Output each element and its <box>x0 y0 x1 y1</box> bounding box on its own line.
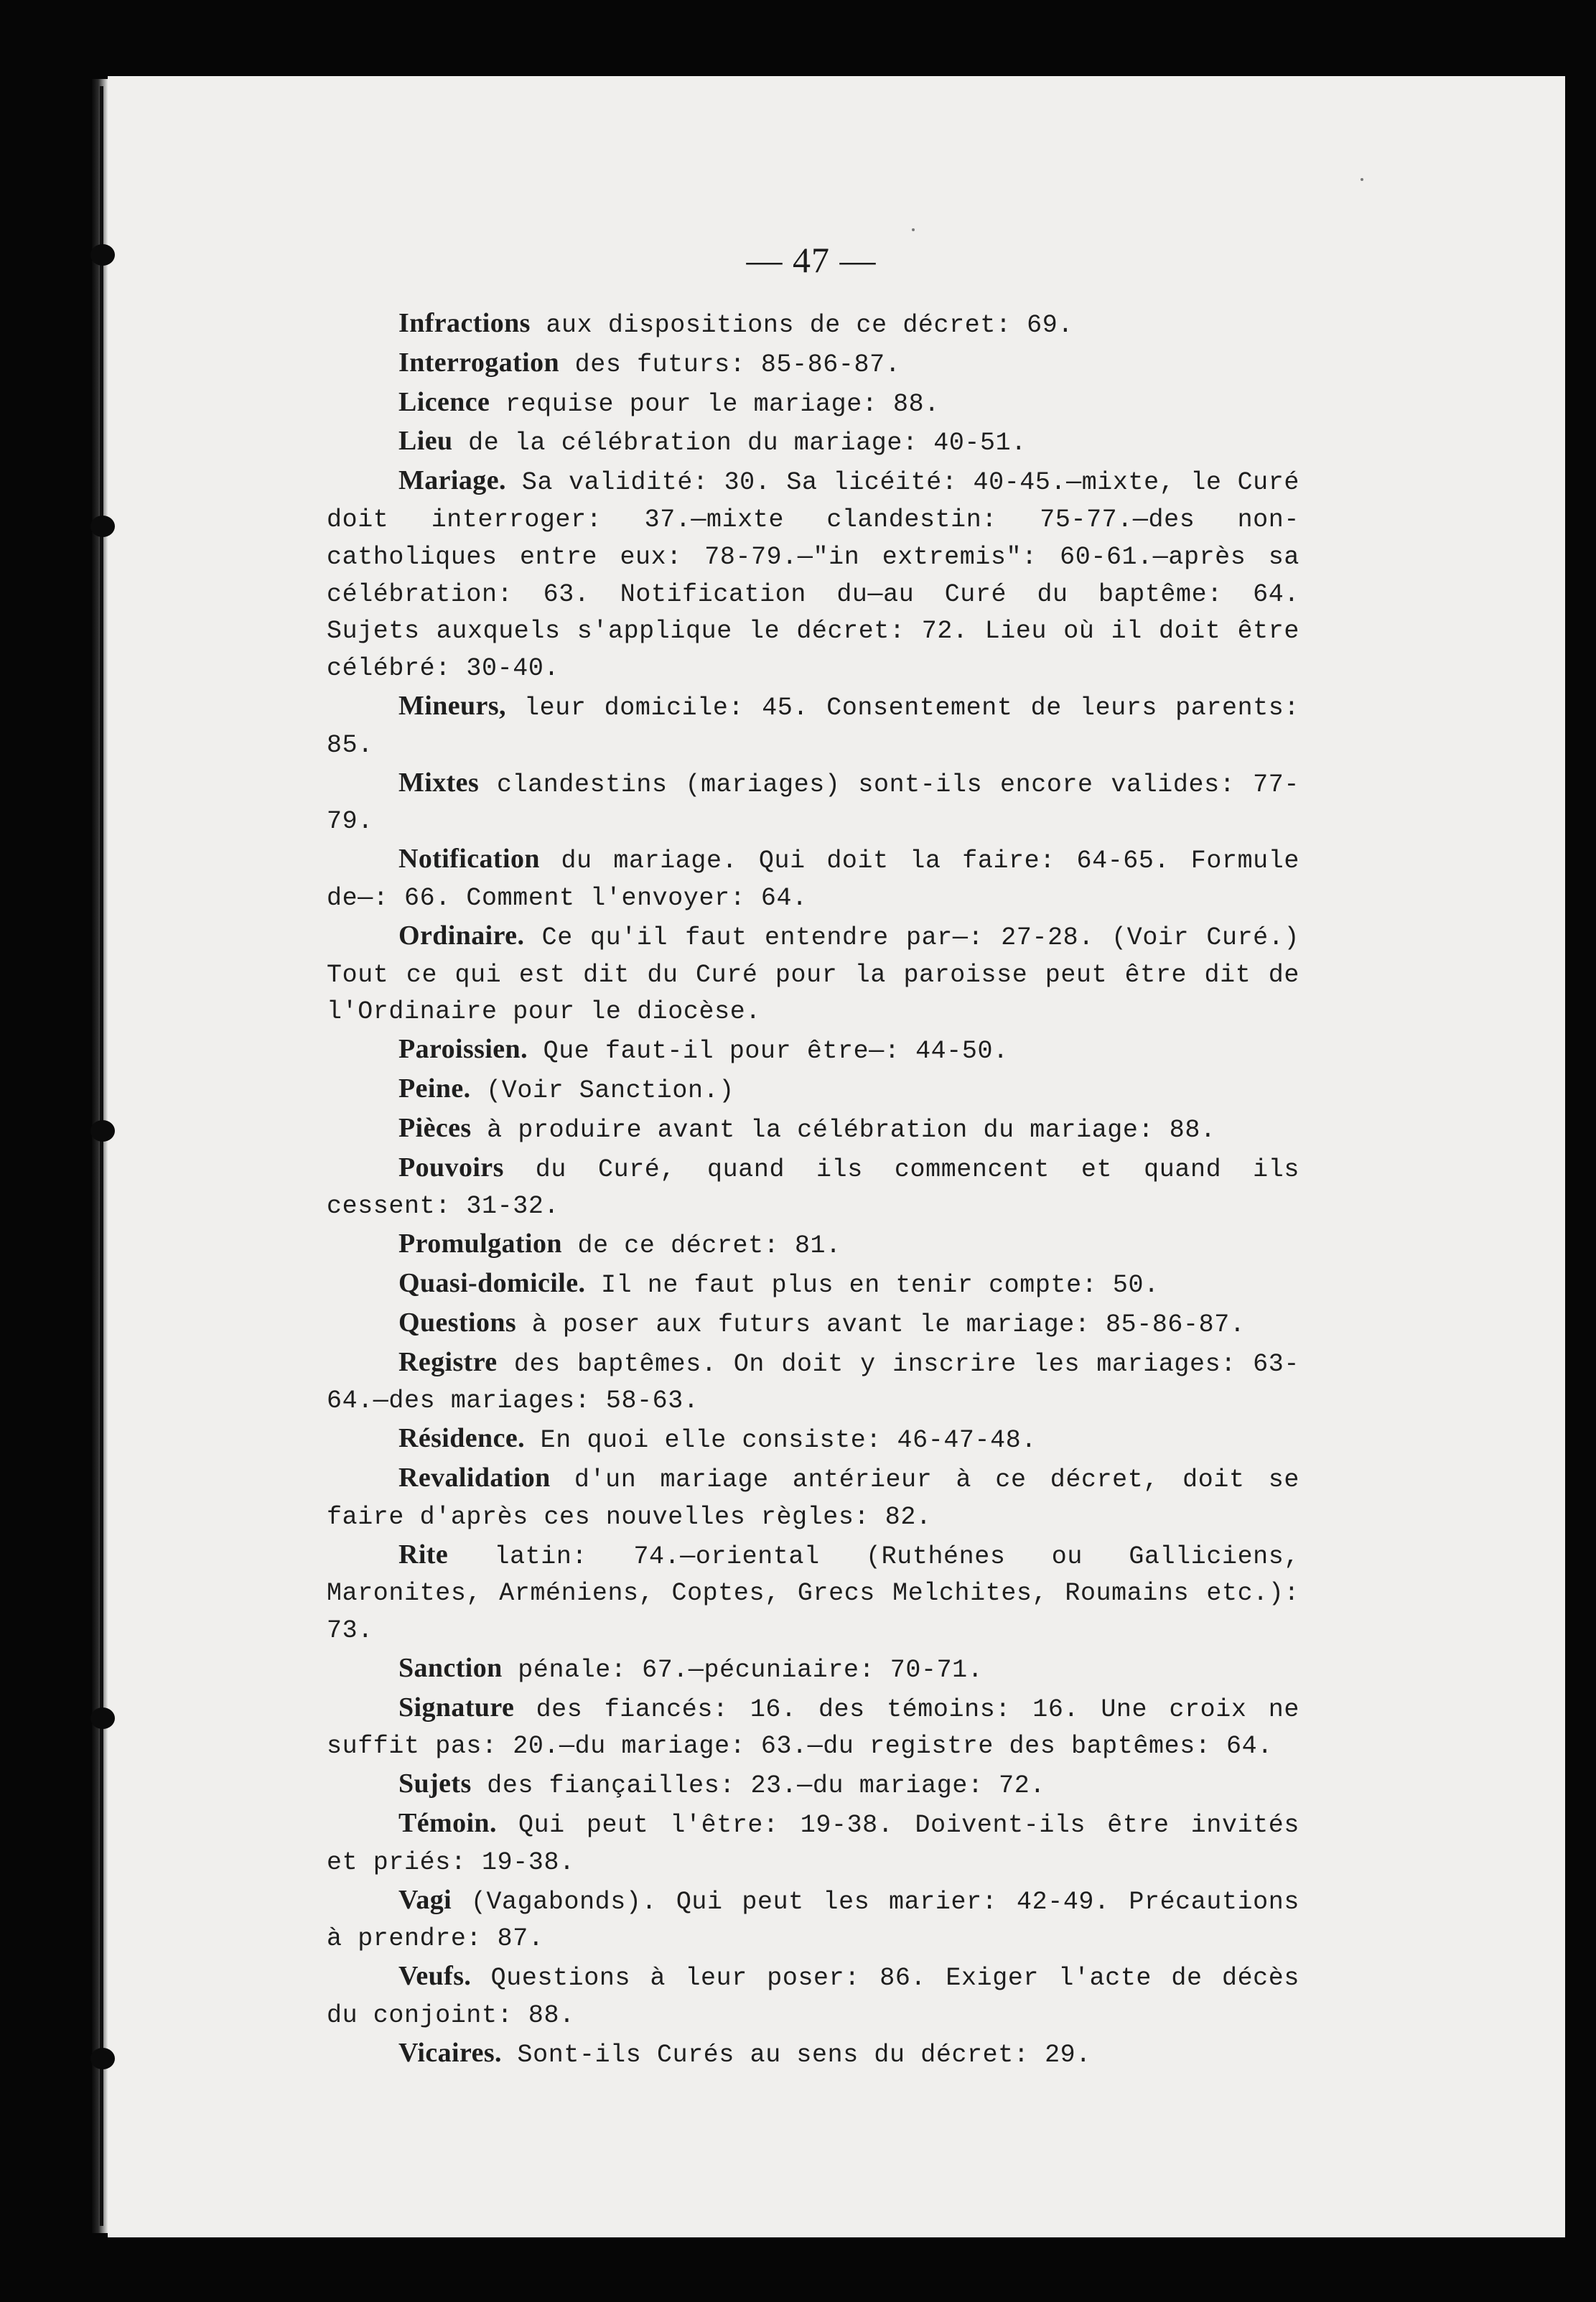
entry-text: des baptêmes. On doit y inscrire les mariages: 63-64.—des mariages: 58-63. <box>327 1349 1299 1416</box>
entry-heading: Veufs. <box>398 1961 472 1992</box>
index-entry <box>327 305 1299 345</box>
index-entry <box>327 1226 1299 1265</box>
index-entry <box>327 1344 1299 1421</box>
entry-heading: Vicaires. <box>398 2037 502 2068</box>
index-entry <box>327 688 1299 765</box>
entry-text: des fiancés: 16. des témoins: 16. Une croix ne suffit pas: 20.—du mariage: 63.—du registre des baptêmes: 64. <box>327 1695 1299 1761</box>
index-entry <box>327 1071 1299 1110</box>
entry-heading: Mineurs, <box>398 690 506 721</box>
index-entry <box>327 2035 1299 2074</box>
entry-heading: Infractions <box>398 308 531 338</box>
index-entry <box>327 1650 1299 1690</box>
entry-text: leur domicile: 45. Consentement de leurs parents: 85. <box>327 693 1299 760</box>
entry-text: à produire avant la célébration du mariage: 88. <box>471 1115 1216 1145</box>
entry-heading: Sujets <box>398 1769 472 1799</box>
entry-text: du mariage. Qui doit la faire: 64-65. Formule de—: 66. Comment l'envoyer: 64. <box>327 847 1299 913</box>
binding-edge-line <box>100 86 103 2226</box>
entry-heading: Rite <box>398 1539 449 1570</box>
entry-text: latin: 74.—oriental (Ruthénes ou Galliciens, Maronites, Arméniens, Coptes, Grecs Melchites, Roumains etc.): 73. <box>327 1542 1299 1646</box>
paper-speck <box>1361 178 1363 181</box>
index-entry <box>327 1537 1299 1650</box>
entry-heading: Interrogation <box>398 347 560 378</box>
entry-text: clandestins (mariages) sont-ils encore valides: 77-79. <box>327 770 1299 837</box>
binding-mark <box>90 2048 115 2069</box>
index-entry <box>327 1882 1299 1959</box>
entry-heading: Ordinaire. <box>398 920 525 951</box>
binding-mark <box>90 1120 115 1142</box>
index-entry <box>327 1958 1299 2035</box>
entry-text: (Voir Sanction.) <box>470 1076 734 1105</box>
entry-heading: Témoin. <box>398 1808 497 1839</box>
index-entry <box>327 462 1299 688</box>
entry-text: Qui peut l'être: 19-38. Doivent-ils être invités et priés: 19-38. <box>327 1811 1299 1877</box>
entry-text: Sa validité: 30. Sa licéité: 40-45.—mixte, le Curé doit interroger: 37.—mixte clandestin: 75-77.—des non-catholiques entre eux: 78-79.—"in extremis": 60-61.—après sa célébration: 63. Notification du—au Curé du baptême: 64. Sujets auxquels s'applique le décret: 72. Lieu où il doit être célébré: 30-40. <box>327 468 1299 684</box>
page-number: — 47 — <box>746 240 877 280</box>
entry-text: Ce qu'il faut entendre par—: 27-28. (Voir Curé.) Tout ce qui est dit du Curé pour la paroisse peut être dit de l'Ordinaire pour le diocèse. <box>327 923 1299 1027</box>
index-entry <box>327 1766 1299 1805</box>
entry-heading: Sanction <box>398 1652 503 1683</box>
index-entry <box>327 1150 1299 1226</box>
index-entry <box>327 1460 1299 1537</box>
binding-mark <box>90 244 115 266</box>
entry-text: Questions à leur poser: 86. Exiger l'acte de décès du conjoint: 88. <box>327 1964 1299 2031</box>
index-entry <box>327 1690 1299 1766</box>
entry-text: Sont-ils Curés au sens du décret: 29. <box>501 2040 1091 2069</box>
binding-mark <box>90 516 115 537</box>
entry-text: à poser aux futurs avant le mariage: 85-86-87. <box>516 1310 1246 1339</box>
entry-heading: Promulgation <box>398 1229 562 1259</box>
entry-heading: Pièces <box>398 1112 472 1143</box>
entry-heading: Revalidation <box>398 1462 551 1493</box>
entry-text: du Curé, quand ils commencent et quand ils cessent: 31-32. <box>327 1155 1299 1221</box>
index-entry <box>327 345 1299 384</box>
entry-text: de ce décret: 81. <box>561 1231 841 1261</box>
entry-text: d'un mariage antérieur à ce décret, doit se faire d'après ces nouvelles règles: 82. <box>327 1465 1299 1532</box>
entry-text: aux dispositions de ce décret: 69. <box>530 311 1073 340</box>
index-entry <box>327 1031 1299 1071</box>
entry-heading: Paroissien. <box>398 1034 528 1065</box>
index-entry <box>327 765 1299 842</box>
entry-heading: Registre <box>398 1346 498 1377</box>
binding-mark <box>90 1707 115 1729</box>
entry-text: des futurs: 85-86-87. <box>559 350 901 379</box>
entry-text: Que faut-il pour être—: 44-50. <box>527 1037 1009 1066</box>
entry-heading: Vagi <box>398 1884 452 1915</box>
entry-heading: Lieu <box>398 426 453 457</box>
entry-heading: Mixtes <box>398 767 480 798</box>
entry-heading: Notification <box>398 844 540 875</box>
entry-heading: Résidence. <box>398 1423 526 1454</box>
index-entry <box>327 384 1299 424</box>
entry-text: (Vagabonds). Qui peut les marier: 42-49. Précautions à prendre: 87. <box>327 1887 1299 1954</box>
entry-heading: Pouvoirs <box>398 1152 504 1183</box>
entry-heading: Signature <box>398 1692 515 1723</box>
index-entry <box>327 918 1299 1031</box>
entry-text: des fiançailles: 23.—du mariage: 72. <box>471 1771 1045 1801</box>
entry-heading: Mariage. <box>398 465 506 496</box>
entry-heading: Quasi-domicile. <box>398 1267 586 1298</box>
entry-heading: Peine. <box>398 1073 471 1104</box>
index-entry <box>327 1420 1299 1460</box>
entry-text: pénale: 67.—pécuniaire: 70-71. <box>502 1655 984 1684</box>
entry-text: En quoi elle consiste: 46-47-48. <box>525 1426 1037 1455</box>
index-entry <box>327 841 1299 918</box>
entry-text: de la célébration du mariage: 40-51. <box>452 429 1027 458</box>
index-entry <box>327 1110 1299 1150</box>
entry-heading: Questions <box>398 1307 517 1338</box>
index-text <box>327 305 1299 2074</box>
entry-text: Il ne faut plus en tenir compte: 50. <box>585 1270 1159 1300</box>
index-entry <box>327 423 1299 462</box>
paper-speck <box>912 228 915 231</box>
index-entry <box>327 1805 1299 1882</box>
entry-text: requise pour le mariage: 88. <box>490 389 940 419</box>
index-entry <box>327 1265 1299 1305</box>
index-entry <box>327 1305 1299 1344</box>
entry-heading: Licence <box>398 386 490 417</box>
